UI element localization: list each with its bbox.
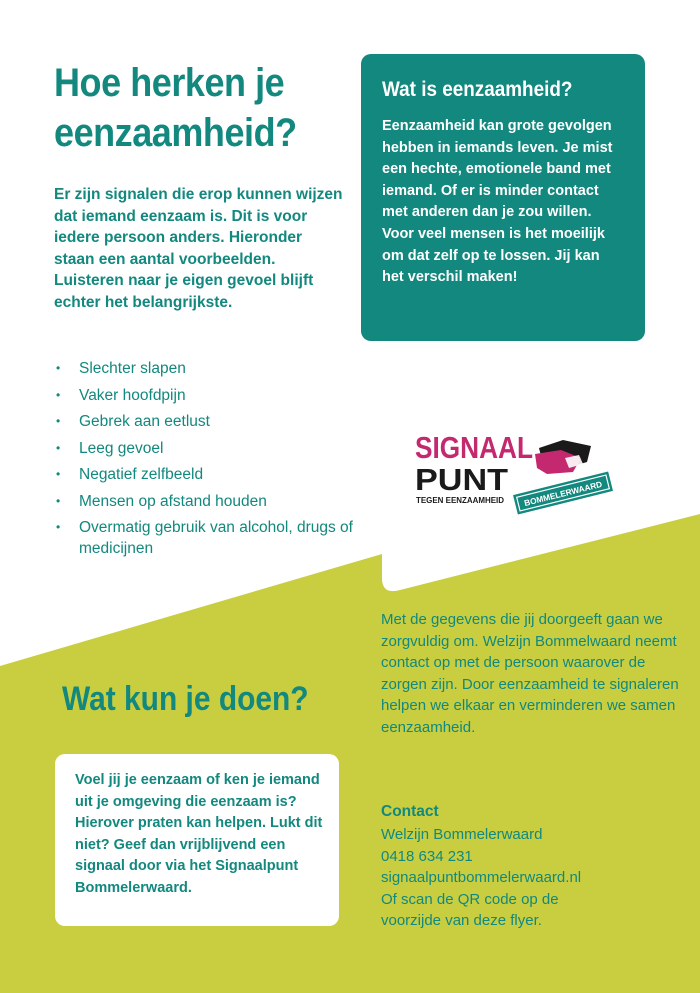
what-can-you-do-box [55, 754, 339, 926]
section-title-wat-kun-je-doen: Wat kun je doen? [62, 680, 309, 718]
box-text: Voel jij je eenzaam of ken je iemand uit je omgeving die eenzaam is? Hierover praten kan helpen. Lukt dit niet? Geef dan vrijblijvend een signaal door via het Signaalpunt Bommelerwaard. [75, 772, 323, 896]
bullet-icon: • [56, 493, 61, 508]
bullet-icon: • [56, 387, 61, 402]
bullet-icon: • [56, 361, 61, 375]
box-text: Eenzaamheid kan grote gevolgen hebben in iemands leven. Je mist een hechte, emotionele band met iemand. Of er is minder contact met anderen dan je zou willen. Voor veel mensen is het moeilijk om dat zelf op te lossen. Jij kan het verschil maken! [382, 118, 613, 286]
bullet-icon: • [56, 520, 61, 534]
list-item: • Negatief zelfbeeld [56, 466, 204, 483]
list-item: • Slechter slapen [56, 360, 186, 377]
handshake-icon [535, 440, 591, 474]
bullet-icon: • [56, 440, 61, 455]
logo-word-signaal: SIGNAAL [415, 430, 533, 465]
bullet-icon: • [56, 467, 61, 481]
page-title: Hoe herken je eenzaamheid? [54, 61, 297, 155]
logo-tagline: TEGEN EENZAAMHEID [416, 495, 504, 505]
privacy-paragraph: Met de gegevens die jij doorgeeft gaan we zorgvuldig om. Welzijn Bommelwaard neemt contact op met de persoon waarover de zorgen zijn. Door eenzaamheid te signaleren helpen we elkaar en verminderen we samen eenzaamheid. [381, 611, 679, 736]
intro-paragraph: Er zijn signalen die erop kunnen wijzen dat iemand eenzaam is. Dit is voor iedere persoon anders. Hieronder staan een aantal voorbeelden. Luisteren naar je eigen gevoel blijft echter het belangrijkste. [54, 186, 343, 311]
contact-details [381, 824, 581, 932]
what-is-loneliness-box [361, 54, 645, 341]
contact-heading: Contact [381, 803, 439, 820]
signaalpunt-logo [413, 428, 623, 518]
bommelerwaard-badge [513, 471, 613, 514]
box-title: Wat is eenzaamheid? [382, 78, 573, 101]
list-item: • Overmatig gebruik van alcohol, drugs of medicijnen [56, 519, 353, 557]
list-item: • Gebrek aan eetlust [56, 413, 210, 430]
list-item: • Mensen op afstand houden [56, 492, 267, 510]
list-item: • Vaker hoofdpijn [56, 386, 186, 404]
contact-phone[interactable]: 0418 634 231 [381, 847, 473, 865]
contact-note: voorzijde van deze flyer. [381, 912, 542, 930]
signals-list [54, 358, 354, 565]
logo-word-punt: PUNT [415, 462, 509, 497]
contact-organisation: Welzijn Bommelerwaard [381, 826, 543, 843]
svg-text:BOMMELERWAARD: BOMMELERWAARD [523, 478, 604, 509]
contact-note: Of scan de QR code op de [381, 890, 559, 908]
bullet-icon: • [56, 414, 61, 428]
contact-website[interactable]: signaalpuntbommelerwaard.nl [381, 869, 582, 887]
list-item: • Leeg gevoel [56, 439, 164, 457]
